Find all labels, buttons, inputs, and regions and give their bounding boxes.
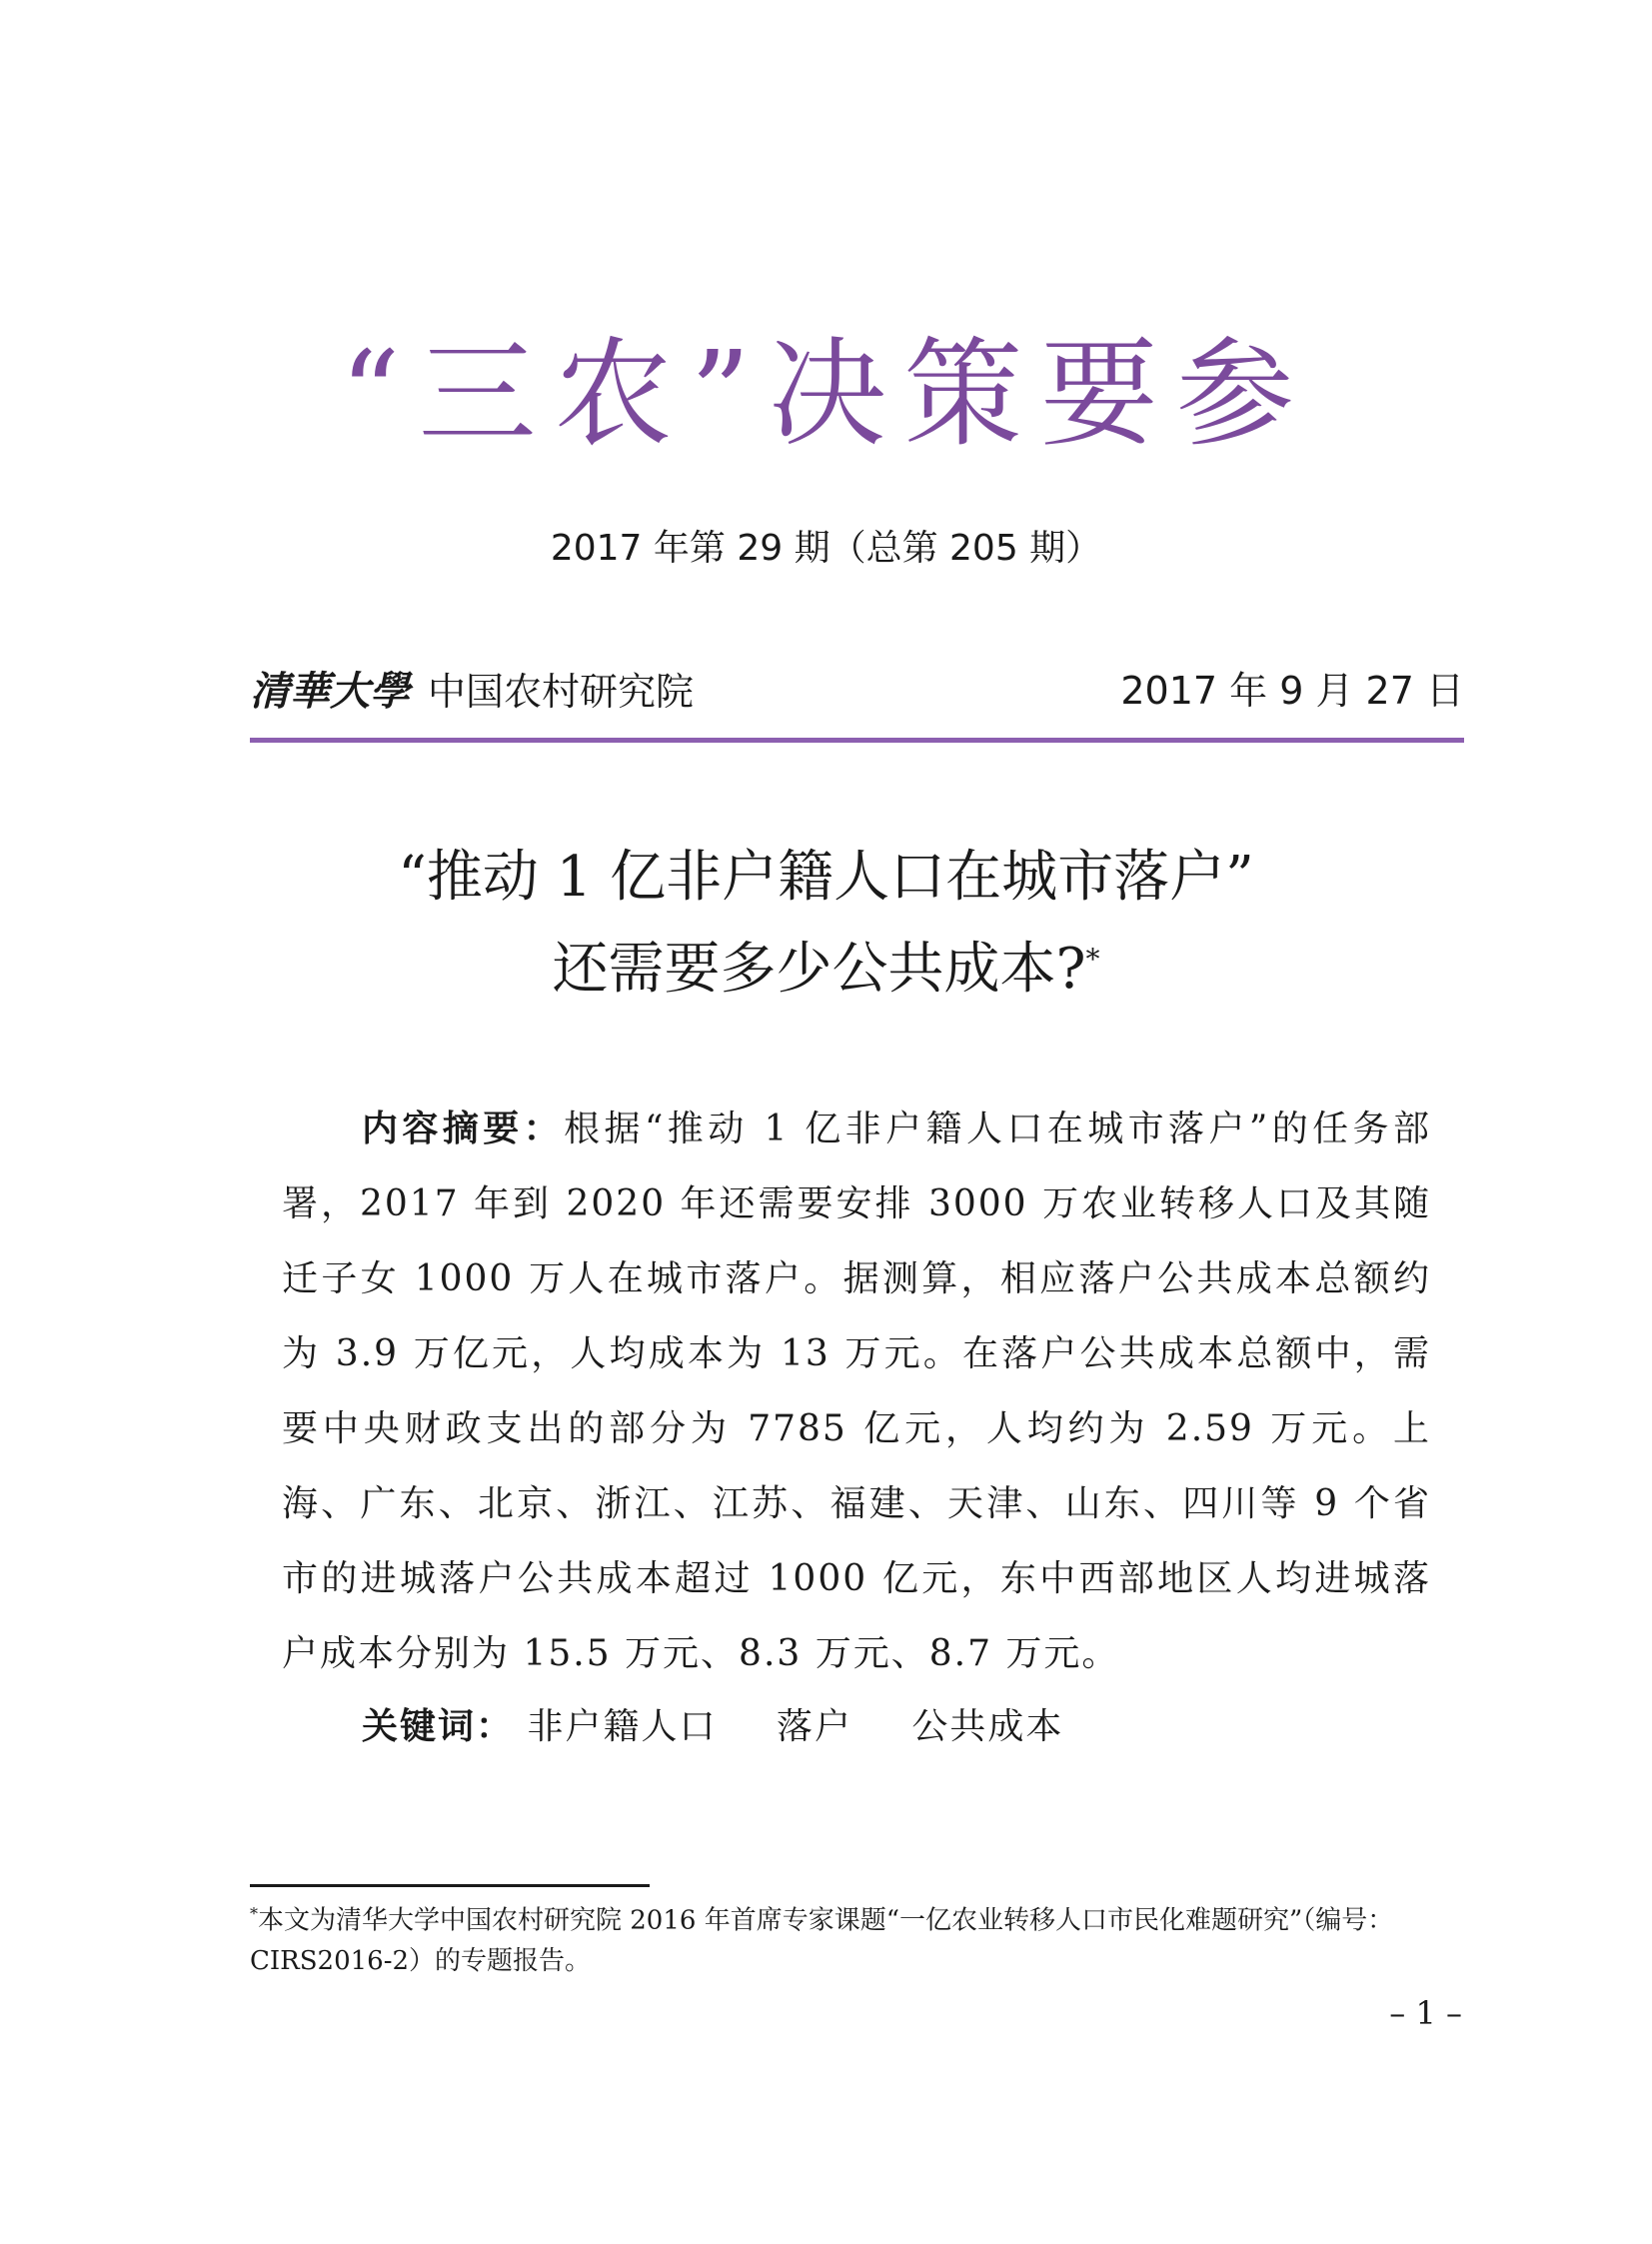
- footnote: [250, 1894, 1464, 1981]
- institute-name: 中国农村研究院: [428, 670, 695, 714]
- issue-number: 2017 年第 29 期（总第 205 期）: [550, 528, 1102, 569]
- publisher: [250, 660, 694, 717]
- keyword: 落户: [776, 1706, 852, 1747]
- header-divider: [250, 738, 1464, 743]
- abstract-label: 内容摘要：: [362, 1109, 565, 1149]
- footnote-marker: *: [250, 1904, 258, 1923]
- title-line-2-text: 还需要多少公共成本?: [552, 937, 1086, 1002]
- title-line-1: “推动 1 亿非户籍人口在城市落户”: [398, 845, 1254, 910]
- footnote-divider: [250, 1884, 650, 1887]
- keywords: [362, 1689, 1109, 1764]
- article-title: [0, 832, 1652, 1016]
- publication-date: 2017 年 9 月 27 日: [1120, 669, 1464, 713]
- title-footnote-marker: *: [1085, 943, 1100, 976]
- keywords-label: 关键词：: [362, 1706, 515, 1747]
- footnote-text: 本文为清华大学中国农村研究院 2016 年首席专家课题“一亿农业转移人口市民化难题研究”（编号：CIRS2016-2）的专题报告。: [250, 1905, 1394, 1976]
- keyword: 公共成本: [911, 1706, 1064, 1747]
- abstract: [282, 1092, 1431, 1691]
- masthead-title: “三农”决策要参: [340, 325, 1312, 463]
- university-logo-text: 清華大學: [250, 668, 410, 715]
- title-line-2: [0, 924, 1652, 1016]
- abstract-text: 根据“推动 1 亿非户籍人口在城市落户”的任务部署，2017 年到 2020 年还需要安排 3000 万农业转移人口及其随迁子女 1000 万人在城市落户。据测算，相应落户公共成本总额约为 3.9 万亿元，人均成本为 13 万元。在落户公共成本总额中，需要中央财政支出的部分为 7785 亿元，人均约为 2.59 万元。上海、广东、北京、浙江、江苏、福建、天津、山东、四川等 9 个省市的进城落户公共成本超过 1000 亿元，东中西部地区人均进城落户成本分别为 15.5 万元、8.3 万元、8.7 万元。: [282, 1109, 1431, 1674]
- keyword: 非户籍人口: [527, 1706, 718, 1747]
- page-number: – 1 –: [1389, 1994, 1462, 2032]
